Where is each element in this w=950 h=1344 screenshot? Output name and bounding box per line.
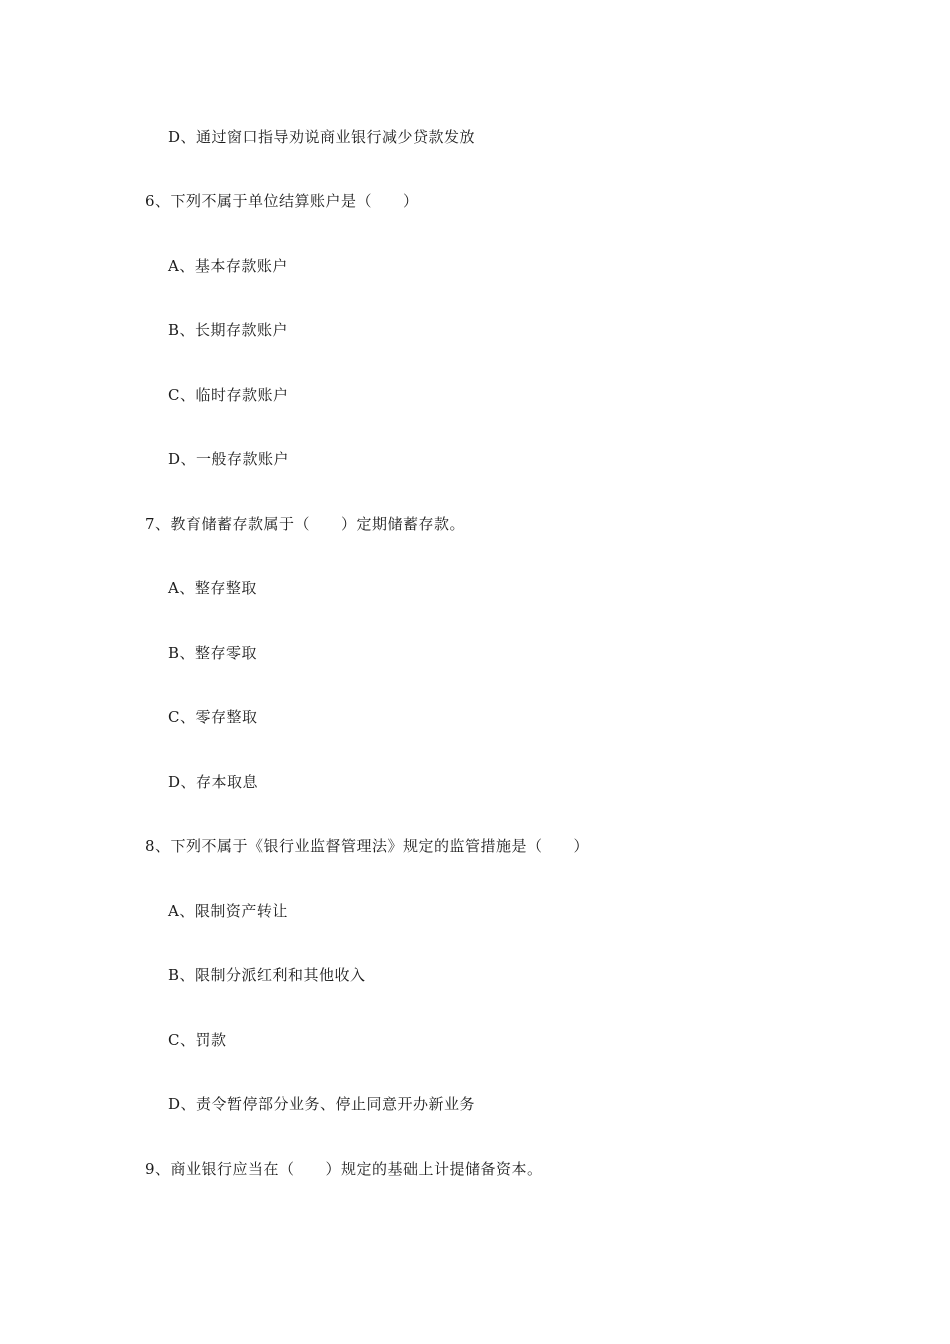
option-6d: D、一般存款账户 [168,450,290,468]
option-8b: B、限制分派红利和其他收入 [168,966,366,984]
option-8a: A、限制资产转让 [168,902,288,920]
option-8c: C、罚款 [168,1031,227,1049]
option-7d: D、存本取息 [168,773,259,791]
question-8: 8、下列不属于《银行业监督管理法》规定的监管措施是（ ） [145,837,590,855]
option-7a: A、整存整取 [168,579,257,597]
question-7: 7、教育储蓄存款属于（ ）定期储蓄存款。 [145,515,466,533]
option-6c: C、临时存款账户 [168,386,289,404]
question-6: 6、下列不属于单位结算账户是（ ） [145,192,419,210]
option-6b: B、长期存款账户 [168,321,289,339]
question-9: 9、商业银行应当在（ ）规定的基础上计提储备资本。 [145,1160,543,1178]
option-5d: D、通过窗口指导劝说商业银行减少贷款发放 [168,128,476,146]
option-7b: B、整存零取 [168,644,258,662]
option-6a: A、基本存款账户 [168,257,288,275]
option-8d: D、责令暂停部分业务、停止同意开办新业务 [168,1095,476,1113]
option-7c: C、零存整取 [168,708,258,726]
